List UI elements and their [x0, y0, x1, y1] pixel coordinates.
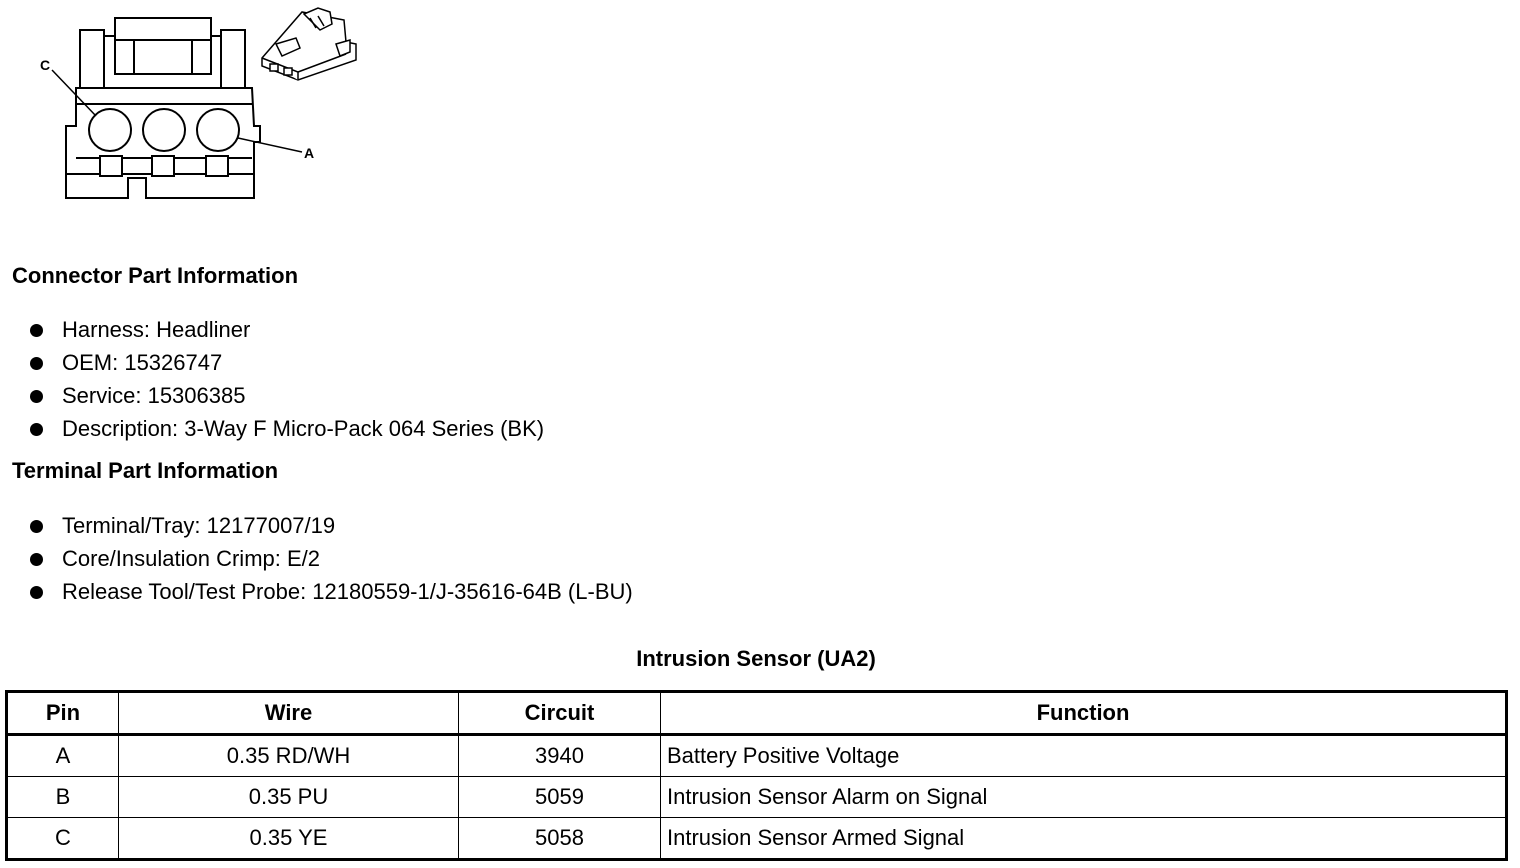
list-item: [0, 316, 544, 349]
bullet-icon: [30, 586, 43, 599]
connector-iso-icon: [262, 8, 356, 80]
list-item: [0, 578, 633, 611]
cell-pin: A: [7, 735, 119, 777]
table-row: [7, 777, 1507, 818]
connector-harness: Harness: Headliner: [62, 317, 251, 342]
terminal-release-tool: Release Tool/Test Probe: 12180559-1/J-35616-64B (L-BU): [62, 579, 633, 604]
list-item: [0, 349, 544, 382]
connector-description: Description: 3-Way F Micro-Pack 064 Series (BK): [62, 416, 545, 441]
cell-function: Battery Positive Voltage: [661, 735, 1507, 777]
bullet-icon: [30, 390, 43, 403]
pin-table: [5, 690, 1508, 861]
bullet-icon: [30, 553, 43, 566]
table-title: Intrusion Sensor (UA2): [636, 646, 876, 671]
cell-function: Intrusion Sensor Alarm on Signal: [661, 777, 1507, 818]
terminal-part-list: [0, 512, 633, 611]
header-circuit: Circuit: [459, 692, 661, 735]
connector-diagram: [0, 0, 380, 210]
cell-circuit: 5058: [459, 818, 661, 860]
diagram-label-c: C: [40, 57, 51, 73]
list-item: [0, 512, 633, 545]
bullet-icon: [30, 423, 43, 436]
cell-function: Intrusion Sensor Armed Signal: [661, 818, 1507, 860]
bullet-icon: [30, 324, 43, 337]
cell-wire: 0.35 RD/WH: [119, 735, 459, 777]
list-item: [0, 415, 544, 448]
diagram-label-a: A: [304, 145, 315, 161]
list-item: [0, 545, 633, 578]
cell-pin: B: [7, 777, 119, 818]
table-header-row: [7, 692, 1507, 735]
terminal-part-heading: Terminal Part Information: [12, 458, 279, 483]
connector-service: Service: 15306385: [62, 383, 246, 408]
bullet-icon: [30, 357, 43, 370]
connector-part-heading: Connector Part Information: [12, 263, 299, 288]
terminal-tray: Terminal/Tray: 12177007/19: [62, 513, 336, 538]
cell-wire: 0.35 YE: [119, 818, 459, 860]
cell-circuit: 3940: [459, 735, 661, 777]
connector-oem: OEM: 15326747: [62, 350, 223, 375]
bullet-icon: [30, 520, 43, 533]
cell-pin: C: [7, 818, 119, 860]
terminal-crimp: Core/Insulation Crimp: E/2: [62, 546, 320, 571]
table-row: [7, 735, 1507, 777]
header-pin: Pin: [7, 692, 119, 735]
connector-part-list: [0, 316, 544, 448]
cell-circuit: 5059: [459, 777, 661, 818]
table-row: [7, 818, 1507, 860]
cell-wire: 0.35 PU: [119, 777, 459, 818]
header-function: Function: [661, 692, 1507, 735]
header-wire: Wire: [119, 692, 459, 735]
list-item: [0, 382, 544, 415]
